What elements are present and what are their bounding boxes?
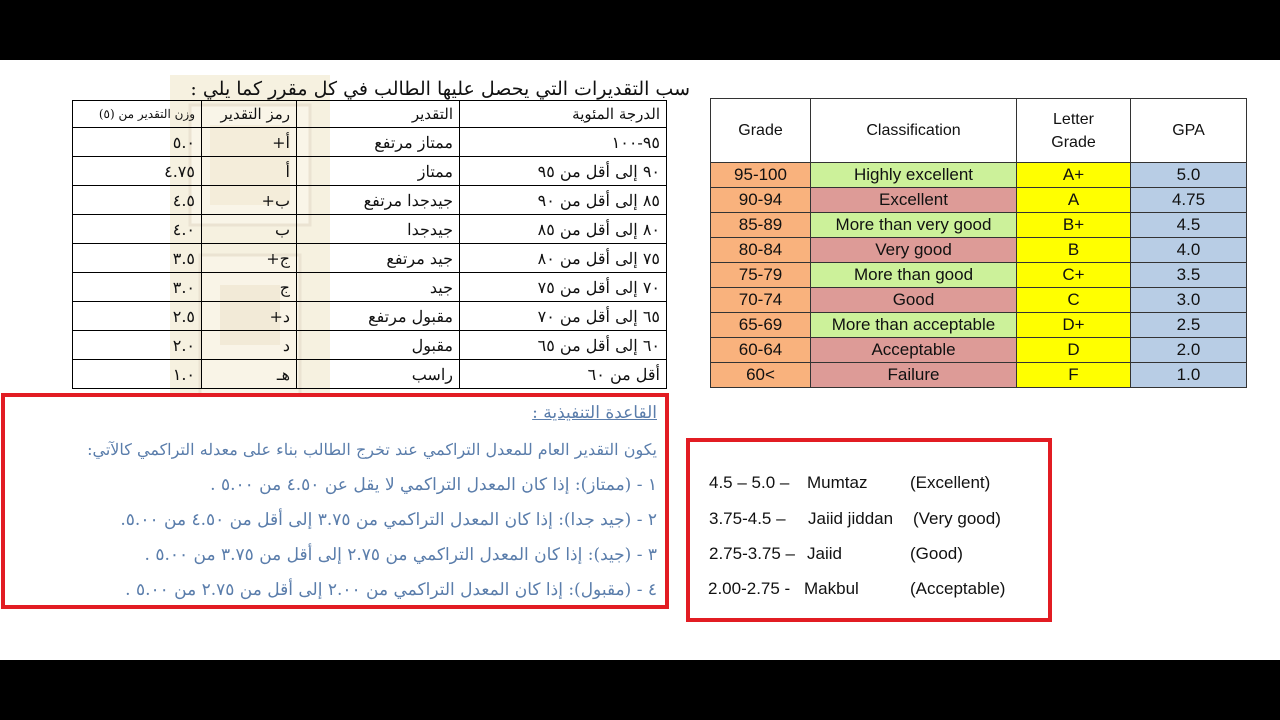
grade-cell: 80-84 [711, 238, 811, 263]
weight-cell: ١.٠ [73, 360, 202, 389]
percent-cell: ٨٥ إلى أقل من ٩٠ [460, 186, 667, 215]
rule-line: ١ - (ممتاز): إذا كان المعدل التراكمي لا يقل عن ٤.٥٠ من ٥.٠٠ . [210, 475, 657, 495]
symbol-cell: أ [202, 157, 297, 186]
rule-line: يكون التقدير العام للمعدل التراكمي عند تخرج الطالب بناء على معدله التراكمي كالآتي: [87, 440, 657, 459]
symbol-cell: هـ [202, 360, 297, 389]
header-grade: Grade [711, 99, 811, 163]
arabic-table-title: سب التقديرات التي يحصل عليها الطالب في كل مقرر كما يلي : [190, 78, 690, 100]
letter-grade-cell: C [1017, 288, 1131, 313]
gpa-cell: 1.0 [1131, 363, 1247, 388]
weight-cell: ٢.٥ [73, 302, 202, 331]
weight-cell: ٢.٠ [73, 331, 202, 360]
table-row [73, 215, 667, 244]
term-meaning: (Excellent) [910, 473, 991, 492]
english-grade-table [710, 98, 1247, 388]
classification-cell: Failure [811, 363, 1017, 388]
header-symbol: رمز التقدير [202, 101, 297, 128]
term-name: Jaiid [807, 544, 842, 563]
table-row [73, 273, 667, 302]
weight-cell: ٣.٥ [73, 244, 202, 273]
grade-cell: مقبول [297, 331, 460, 360]
header-weight: وزن التقدير من (٥) [73, 101, 202, 128]
grade-cell: 60< [711, 363, 811, 388]
weight-cell: ٤.٠ [73, 215, 202, 244]
classification-cell: More than good [811, 263, 1017, 288]
classification-cell: Good [811, 288, 1017, 313]
table-header-row [711, 99, 1247, 163]
grade-cell: 90-94 [711, 188, 811, 213]
table-row [711, 263, 1247, 288]
percent-cell: ٧٥ إلى أقل من ٨٠ [460, 244, 667, 273]
percent-cell: ٨٠ إلى أقل من ٨٥ [460, 215, 667, 244]
table-row [73, 360, 667, 389]
grade-cell: جيدجدا [297, 215, 460, 244]
letter-grade-cell: B+ [1017, 213, 1131, 238]
gpa-cell: 3.5 [1131, 263, 1247, 288]
percent-cell: ٩٠ إلى أقل من ٩٥ [460, 157, 667, 186]
letter-grade-cell: A [1017, 188, 1131, 213]
symbol-cell: ج [202, 273, 297, 302]
arabic-grade-table [72, 100, 667, 389]
grade-cell: 60-64 [711, 338, 811, 363]
table-row [711, 363, 1247, 388]
table-row [711, 163, 1247, 188]
letter-grade-cell: F [1017, 363, 1131, 388]
percent-cell: ٦٥ إلى أقل من ٧٠ [460, 302, 667, 331]
gpa-cell: 4.0 [1131, 238, 1247, 263]
letter-grade-cell: B [1017, 238, 1131, 263]
table-row [73, 302, 667, 331]
gpa-term-box [686, 438, 1052, 622]
symbol-cell: د+ [202, 302, 297, 331]
symbol-cell: ج+ [202, 244, 297, 273]
header-percent: الدرجة المئوية [460, 101, 667, 128]
table-header-row [73, 101, 667, 128]
gpa-cell: 2.5 [1131, 313, 1247, 338]
weight-cell: ٥.٠ [73, 128, 202, 157]
document-page [0, 60, 1280, 660]
executive-rule-box [1, 393, 669, 609]
grade-cell: مقبول مرتفع [297, 302, 460, 331]
term-range: 3.75-4.5 – [709, 509, 786, 528]
term-name: Makbul [804, 579, 859, 598]
table-row [711, 338, 1247, 363]
header-letter-grade-label: Letter Grade [1051, 110, 1096, 151]
table-row [73, 186, 667, 215]
grade-cell: 70-74 [711, 288, 811, 313]
letter-grade-cell: C+ [1017, 263, 1131, 288]
gpa-cell: 3.0 [1131, 288, 1247, 313]
header-classification: Classification [811, 99, 1017, 163]
symbol-cell: أ+ [202, 128, 297, 157]
classification-cell: Excellent [811, 188, 1017, 213]
term-meaning: (Very good) [913, 509, 1001, 528]
symbol-cell: ب [202, 215, 297, 244]
grade-cell: ممتاز [297, 157, 460, 186]
term-meaning: (Good) [910, 544, 963, 563]
percent-cell: ٩٥-١٠٠ [460, 128, 667, 157]
term-name: Jaiid jiddan [808, 509, 894, 528]
letter-grade-cell: D [1017, 338, 1131, 363]
table-row [73, 331, 667, 360]
header-grade: التقدير [297, 101, 460, 128]
weight-cell: ٤.٧٥ [73, 157, 202, 186]
gpa-cell: 5.0 [1131, 163, 1247, 188]
letter-grade-cell: D+ [1017, 313, 1131, 338]
header-letter-grade [1017, 99, 1131, 163]
table-row [711, 288, 1247, 313]
table-row [73, 244, 667, 273]
table-row [711, 188, 1247, 213]
term-range: 4.5 – 5.0 – [709, 473, 790, 492]
grade-cell: جيد مرتفع [297, 244, 460, 273]
grade-cell: 75-79 [711, 263, 811, 288]
symbol-cell: ب+ [202, 186, 297, 215]
gpa-cell: 4.75 [1131, 188, 1247, 213]
rule-line: ٣ - (جيد): إذا كان المعدل التراكمي من ٢.٧٥ إلى أقل من ٣.٧٥ من ٥.٠٠ . [144, 545, 657, 565]
term-range: 2.75-3.75 – [709, 544, 796, 563]
grade-cell: جيد [297, 273, 460, 302]
rule-title: القاعدة التنفيذية : [532, 403, 657, 423]
classification-cell: More than acceptable [811, 313, 1017, 338]
table-row [73, 157, 667, 186]
classification-cell: Acceptable [811, 338, 1017, 363]
term-name: Mumtaz [807, 473, 868, 492]
grade-cell: ممتاز مرتفع [297, 128, 460, 157]
table-row [711, 313, 1247, 338]
grade-cell: 65-69 [711, 313, 811, 338]
grade-cell: 85-89 [711, 213, 811, 238]
percent-cell: ٧٠ إلى أقل من ٧٥ [460, 273, 667, 302]
weight-cell: ٤.٥ [73, 186, 202, 215]
table-row [711, 238, 1247, 263]
letter-grade-cell: A+ [1017, 163, 1131, 188]
header-gpa: GPA [1131, 99, 1247, 163]
grade-cell: راسب [297, 360, 460, 389]
term-range: 2.00-2.75 - [708, 579, 791, 598]
grade-cell: جيدجدا مرتفع [297, 186, 460, 215]
percent-cell: ٦٠ إلى أقل من ٦٥ [460, 331, 667, 360]
symbol-cell: د [202, 331, 297, 360]
term-meaning: (Acceptable) [910, 579, 1006, 598]
gpa-cell: 2.0 [1131, 338, 1247, 363]
table-row [711, 213, 1247, 238]
percent-cell: أقل من ٦٠ [460, 360, 667, 389]
rule-line: ٢ - (جيد جدا): إذا كان المعدل التراكمي من ٣.٧٥ إلى أقل من ٤.٥٠ من ٥.٠٠. [120, 510, 657, 530]
table-row [73, 128, 667, 157]
classification-cell: Very good [811, 238, 1017, 263]
gpa-cell: 4.5 [1131, 213, 1247, 238]
rule-line: ٤ - (مقبول): إذا كان المعدل التراكمي من ٢.٠٠ إلى أقل من ٢.٧٥ من ٥.٠٠ . [125, 580, 657, 600]
classification-cell: More than very good [811, 213, 1017, 238]
grade-cell: 95-100 [711, 163, 811, 188]
weight-cell: ٣.٠ [73, 273, 202, 302]
classification-cell: Highly excellent [811, 163, 1017, 188]
